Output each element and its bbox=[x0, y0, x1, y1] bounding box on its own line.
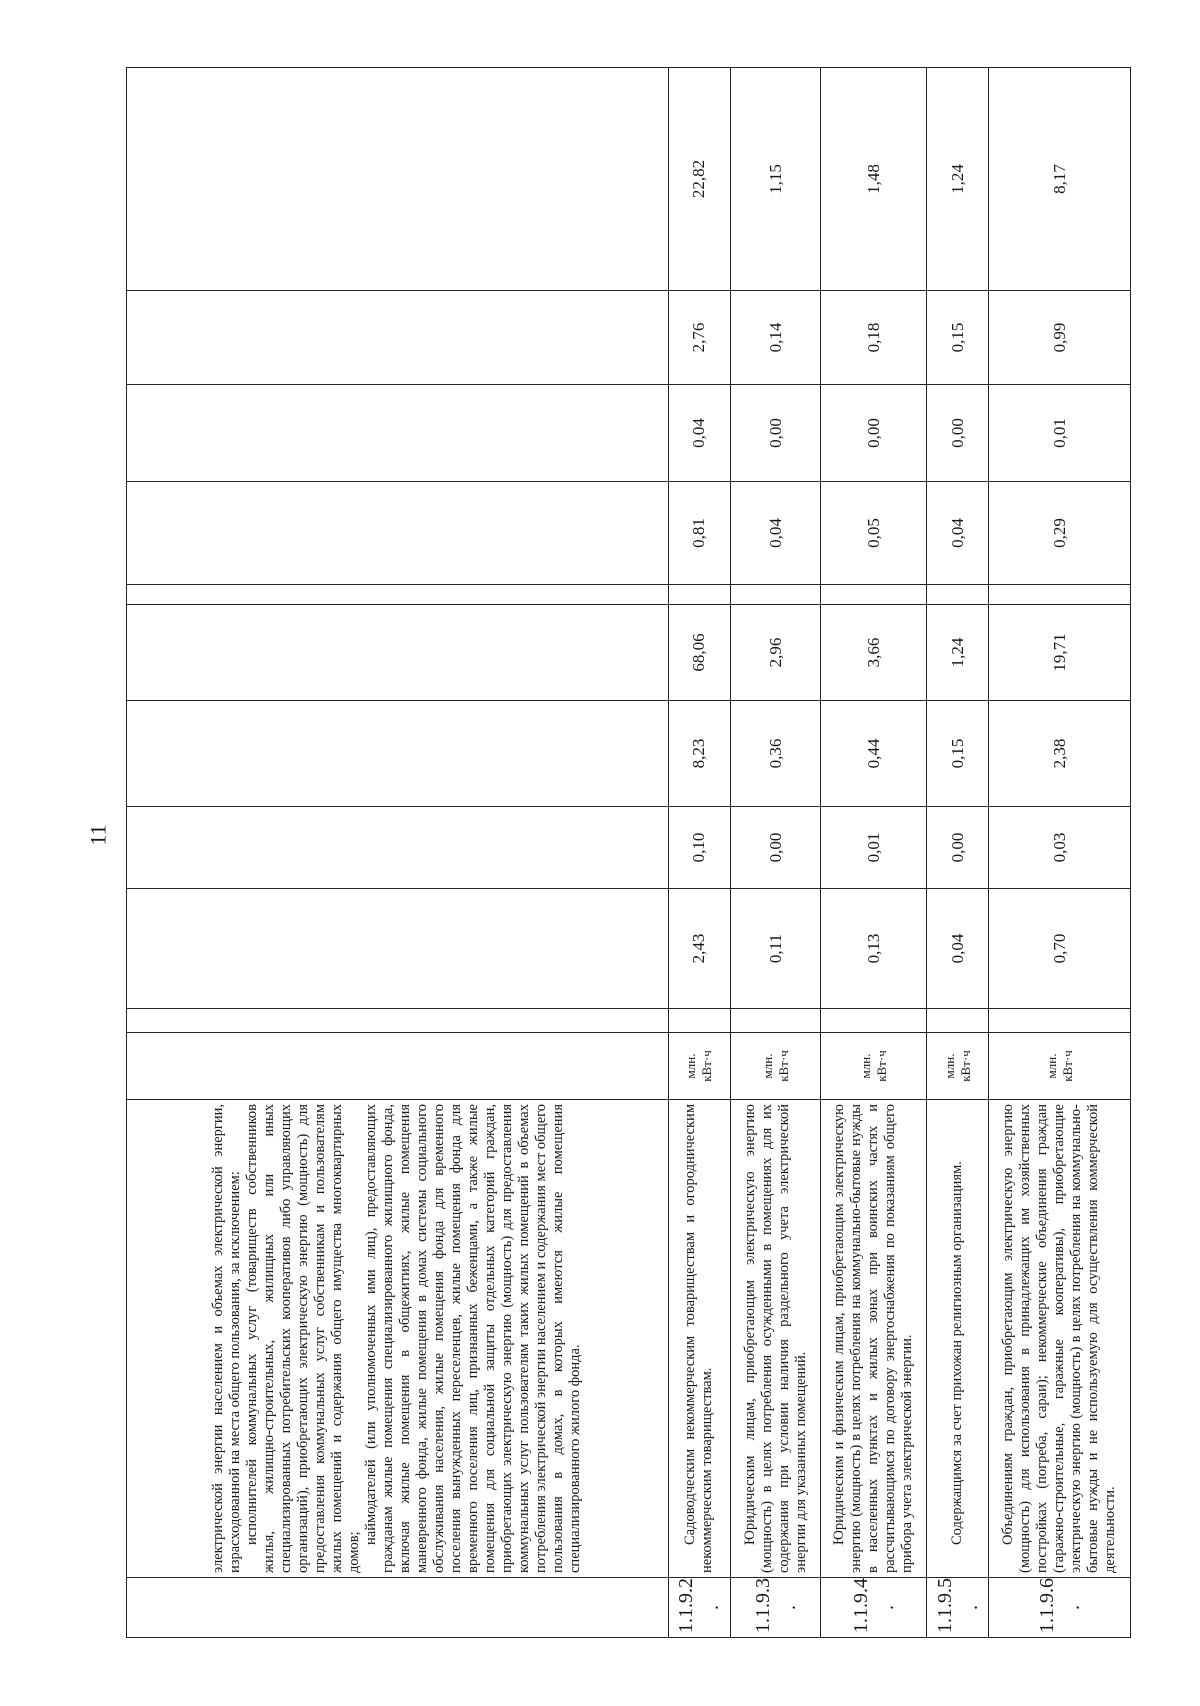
table-row bbox=[668, 68, 730, 1638]
value-cell: 8,17 bbox=[989, 68, 1131, 291]
empty-cell bbox=[989, 585, 1131, 605]
table-row bbox=[730, 68, 820, 1638]
value-cell: 0,00 bbox=[730, 807, 820, 889]
value-cell: 0,00 bbox=[927, 385, 989, 482]
row-description-paragraph: наймодателей (или уполномоченных ими лиц), предоставляющих гражданам жилые помещения специализированного жилищного фонда, включая жилые помещения в общежитиях, жилые помещения маневренного фонда, жилые помещения в домах системы социального обслуживания населения, жилые помещения фонда для временного поселения вынужденных переселенцев, жилые помещения фонда для временного поселения лиц, признанных беженцами, а также жилые помещения для социальной защиты отдельных категорий граждан, приобретающих электрическую энергию (мощность) для предоставления коммунальных услуг пользователям таких жилых помещений в объемах потребления электрической энергии населением и содержания мест общего пользования в домах, в которых имеются жилые помещения специализированного жилого фонда. bbox=[363, 1104, 584, 1573]
rotated-table-container bbox=[126, 68, 1131, 1638]
row-number: 1.1.9.6 bbox=[1035, 1578, 1058, 1633]
value-cell: 3,66 bbox=[821, 605, 927, 701]
value-cell: 0,44 bbox=[821, 701, 927, 807]
value-cell: 1,24 bbox=[927, 605, 989, 701]
value-cell: 0,04 bbox=[668, 385, 730, 482]
unit-cell: млн. кВт·ч bbox=[821, 1033, 927, 1100]
value-cell: 0,11 bbox=[730, 889, 820, 1009]
row-description-cell bbox=[927, 1100, 989, 1578]
row-number-cell bbox=[730, 1578, 820, 1638]
table-row bbox=[927, 68, 989, 1638]
row-number: 1.1.9.3 bbox=[751, 1578, 774, 1633]
empty-cell bbox=[927, 1009, 989, 1033]
row-number-dot: . bbox=[1061, 1605, 1084, 1610]
value-cell: 0,05 bbox=[821, 482, 927, 585]
value-cell: 0,01 bbox=[821, 807, 927, 889]
row-description-cell bbox=[127, 1100, 669, 1578]
value-cell: 0,00 bbox=[927, 807, 989, 889]
empty-cell bbox=[821, 1009, 927, 1033]
unit-cell: млн. кВт·ч bbox=[730, 1033, 820, 1100]
value-cell: 0,18 bbox=[821, 291, 927, 385]
value-cell: 8,23 bbox=[668, 701, 730, 807]
row-description-paragraph: Содержащимся за счет прихожан религиозным организациям. bbox=[949, 1161, 966, 1545]
row-number-dot: . bbox=[875, 1605, 898, 1610]
row-description-cell bbox=[730, 1100, 820, 1578]
row-description-paragraph: Объединениям граждан, приобретающим электрическую энергию (мощность) для использования в принадлежащих им хозяйственных постройках (погреба, сараи); некоммерческие объединения граждан (гаражно-строительные, гаражные кооперативы), приобретающие электрическую энергию (мощность) в целях потребления на коммунально-бытовые нужды и не используемую для осуществления коммерческой деятельности. bbox=[1000, 1104, 1119, 1573]
unit-cell: млн. кВт·ч bbox=[927, 1033, 989, 1100]
row-number-cell bbox=[127, 1578, 669, 1638]
row-number: 1.1.9.5 bbox=[933, 1578, 956, 1633]
value-cell bbox=[127, 385, 669, 482]
value-cell bbox=[127, 482, 669, 585]
value-cell bbox=[127, 701, 669, 807]
page-number: 11 bbox=[85, 824, 111, 846]
value-cell: 2,38 bbox=[989, 701, 1131, 807]
value-cell bbox=[127, 68, 669, 291]
table-row bbox=[989, 68, 1131, 1638]
value-cell: 2,43 bbox=[668, 889, 730, 1009]
row-description-paragraph: электрической энергии населением и объемах электрической энергии, израсходованной на места общего пользования, за исключением: bbox=[210, 1104, 244, 1573]
value-cell: 2,96 bbox=[730, 605, 820, 701]
value-cell: 0,04 bbox=[927, 482, 989, 585]
row-number-dot: . bbox=[701, 1605, 724, 1610]
empty-cell bbox=[821, 585, 927, 605]
value-cell: 0,00 bbox=[730, 385, 820, 482]
table-row bbox=[127, 68, 669, 1638]
value-cell: 0,10 bbox=[668, 807, 730, 889]
empty-cell bbox=[927, 585, 989, 605]
table-row bbox=[821, 68, 927, 1638]
row-description-cell bbox=[989, 1100, 1131, 1578]
value-cell: 0,70 bbox=[989, 889, 1131, 1009]
value-cell: 1,48 bbox=[821, 68, 927, 291]
value-cell: 1,15 bbox=[730, 68, 820, 291]
unit-cell: млн. кВт·ч bbox=[668, 1033, 730, 1100]
row-description-paragraph: Юридическим и физическим лицам, приобретающим электрическую энергию (мощность) в целях потребления на коммунально-бытовые нужды в населенных пунктах и жилых зонах при воинских частях и рассчитывающимся по договору энергоснабжения по показаниям общего прибора учета электрической энергии. bbox=[831, 1104, 916, 1573]
empty-cell bbox=[730, 585, 820, 605]
value-cell: 0,01 bbox=[989, 385, 1131, 482]
value-cell: 0,15 bbox=[927, 291, 989, 385]
value-cell: 68,06 bbox=[668, 605, 730, 701]
value-cell: 22,82 bbox=[668, 68, 730, 291]
value-cell: 0,99 bbox=[989, 291, 1131, 385]
value-cell: 0,29 bbox=[989, 482, 1131, 585]
row-number: 1.1.9.4 bbox=[849, 1578, 872, 1633]
value-cell: 0,13 bbox=[821, 889, 927, 1009]
value-cell: 0,36 bbox=[730, 701, 820, 807]
value-cell: 0,14 bbox=[730, 291, 820, 385]
value-cell: 0,03 bbox=[989, 807, 1131, 889]
empty-cell bbox=[668, 585, 730, 605]
value-cell: 2,76 bbox=[668, 291, 730, 385]
row-description-cell bbox=[821, 1100, 927, 1578]
unit-cell bbox=[127, 1033, 669, 1100]
row-number-cell bbox=[989, 1578, 1131, 1638]
row-description-cell bbox=[668, 1100, 730, 1578]
empty-cell bbox=[730, 1009, 820, 1033]
tariff-volume-table bbox=[126, 67, 1131, 1638]
value-cell: 0,04 bbox=[730, 482, 820, 585]
row-number-cell bbox=[821, 1578, 927, 1638]
row-description-paragraph: Юридическим лицам, приобретающим электрическую энергию (мощность) в целях потребления осужденными в помещениях для их содержания при условии наличия раздельного учета электрической энергии для указанных помещений. bbox=[741, 1104, 809, 1573]
empty-cell bbox=[989, 1009, 1131, 1033]
row-number: 1.1.9.2 bbox=[675, 1578, 698, 1633]
value-cell: 1,24 bbox=[927, 68, 989, 291]
value-cell: 0,00 bbox=[821, 385, 927, 482]
row-description-paragraph: исполнителей коммунальных услуг (товариществ собственников жилья, жилищно-строительных, жилищных или иных специализированных потребительских кооперативов либо управляющих организаций), приобретающих электрическую энергию (мощность) для предоставления коммунальных услуг собственникам и пользователям жилых помещений и содержания общего имущества многоквартирных домов; bbox=[244, 1104, 363, 1573]
row-number-cell bbox=[668, 1578, 730, 1638]
value-cell: 0,81 bbox=[668, 482, 730, 585]
row-number-cell bbox=[927, 1578, 989, 1638]
empty-cell bbox=[127, 585, 669, 605]
value-cell bbox=[127, 807, 669, 889]
value-cell: 19,71 bbox=[989, 605, 1131, 701]
empty-cell bbox=[668, 1009, 730, 1033]
unit-cell: млн. кВт·ч bbox=[989, 1033, 1131, 1100]
row-description-paragraph: Садоводческим некоммерческим товариществам и огородническим некоммерческим товариществам. bbox=[682, 1104, 716, 1573]
value-cell bbox=[127, 605, 669, 701]
value-cell bbox=[127, 291, 669, 385]
row-number-dot: . bbox=[959, 1605, 982, 1610]
value-cell bbox=[127, 889, 669, 1009]
empty-cell bbox=[127, 1009, 669, 1033]
row-number-dot: . bbox=[777, 1605, 800, 1610]
value-cell: 0,15 bbox=[927, 701, 989, 807]
value-cell: 0,04 bbox=[927, 889, 989, 1009]
